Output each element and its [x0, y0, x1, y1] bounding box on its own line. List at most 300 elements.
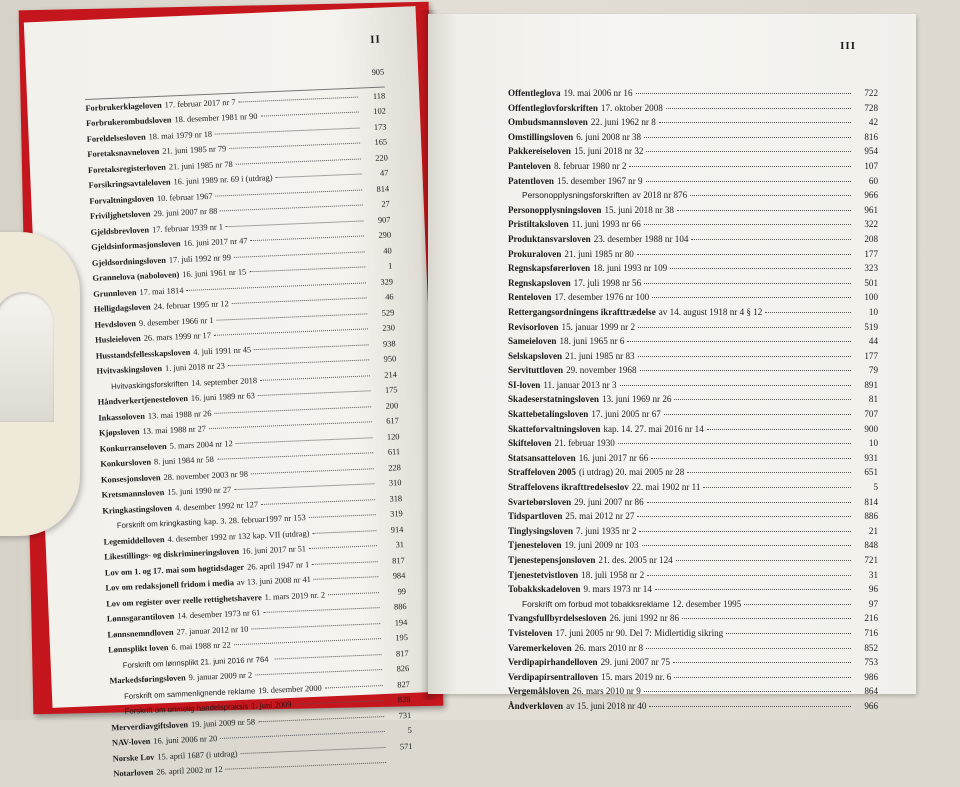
toc-entry-page: 731	[398, 710, 412, 720]
dot-leader	[226, 220, 363, 227]
toc-entry-page: 1	[387, 261, 393, 271]
toc-entry-date: 11. juni 1993 nr 66	[571, 219, 641, 230]
toc-entry-page: 529	[381, 307, 395, 318]
toc-entry-title: Tidspartloven	[508, 511, 563, 522]
toc-entry-date: 16. juni 1961 nr 15	[182, 267, 247, 280]
toc-entry-page: 47	[379, 168, 389, 178]
toc-entry-date: 21. februar 1930	[554, 438, 615, 449]
toc-entry-date: av 14. august 1918 nr 4 § 12	[658, 306, 763, 317]
toc-entry-page: 173	[373, 121, 387, 132]
toc-entry-title: Straffeloven 2005	[508, 467, 576, 478]
toc-entry-page: 216	[864, 613, 878, 624]
toc-entry-page: 175	[384, 385, 398, 395]
toc-entry-page: 177	[864, 248, 878, 259]
toc-entry	[508, 117, 878, 132]
toc-entry-date: 13. juni 1969 nr 26	[601, 394, 672, 405]
toc-entry-page: 194	[394, 617, 408, 627]
toc-entry-title: Foreldelsesloven	[86, 132, 146, 144]
toc-entry-page: 728	[864, 102, 878, 113]
dot-leader	[676, 560, 851, 561]
dot-leader	[216, 313, 367, 320]
toc-entry-title: Skifteloven	[508, 438, 552, 449]
toc-entry-date: av 15. juni 2018 nr 40	[566, 700, 647, 711]
toc-entry	[508, 686, 878, 701]
toc-entry-date: kap. 14. 27. mai 2016 nr 14	[603, 423, 704, 434]
toc-entry-page: 814	[376, 183, 390, 194]
toc-entry	[508, 482, 878, 497]
toc-entry	[508, 409, 878, 424]
toc-entry-date: 15. juni 2018 nr 32	[573, 146, 644, 157]
toc-entry-title: Renteloven	[508, 292, 552, 303]
toc-entry-date: 4. desember 1992 nr 132 kap. VII (utdrag)	[167, 528, 310, 544]
toc-entry-page: 886	[393, 601, 407, 612]
toc-entry-title: Prokuraloven	[508, 248, 562, 259]
toc-entry-page: 938	[382, 338, 396, 349]
toc-entry-page: 864	[864, 686, 878, 697]
dot-leader	[618, 443, 851, 444]
toc-entry-title: Rettergangsordningens ikrafttrædelse	[508, 306, 656, 317]
toc-entry-page: 102	[373, 106, 387, 116]
toc-entry-page: 966	[864, 190, 878, 201]
dot-leader	[640, 370, 851, 371]
toc-entry-title: Forvaltningsloven	[89, 193, 155, 206]
toc-entry-title: Forskrift om lønnsplikt 21. juni 2016 nr 764	[122, 654, 269, 670]
toc-entry-title: Merverdiavgiftsloven	[111, 719, 189, 732]
dot-leader	[214, 406, 371, 414]
toc-entry-date: 16. juni 2017 nr 66	[578, 452, 649, 463]
toc-entry-page: 214	[384, 369, 398, 380]
toc-entry-title: Norske Lov	[112, 752, 155, 763]
toc-entry-date: 14. september 2018	[191, 375, 258, 388]
toc-entry-page: 322	[864, 219, 878, 230]
toc-entry-date: 19. juni 2009 nr 58	[190, 716, 256, 729]
toc-entry-page: 42	[868, 117, 878, 128]
toc-entry-title: Forskrift om forbud mot tobakksreklame	[522, 598, 670, 609]
dot-leader	[703, 487, 851, 488]
toc-entry	[508, 672, 878, 687]
toc-entry-date: 13. mai 1988 nr 27	[142, 424, 207, 436]
dot-leader	[765, 312, 851, 313]
dot-leader	[234, 483, 374, 490]
toc-entry-date: 4. desember 1992 nr 127	[174, 499, 259, 513]
dot-leader	[673, 662, 851, 663]
dot-leader	[260, 375, 370, 381]
toc-entry-date: 29. november 1968	[566, 365, 637, 376]
dot-leader	[328, 592, 379, 595]
dot-leader	[229, 143, 360, 149]
toc-entry-title: Omstillingsloven	[508, 131, 574, 142]
toc-entry-page: 722	[864, 88, 878, 98]
toc-entry-title: Svartebørsloven	[508, 496, 572, 507]
toc-entry-date: 17. juni 2005 nr 90. Del 7: Midlertidig sikring	[555, 627, 724, 638]
toc-entry-title: Helligdagsloven	[93, 302, 151, 314]
toc-entry-title: Verdipapirsentralloven	[508, 671, 599, 682]
toc-entry-title: Forskrift om kringkasting	[116, 517, 202, 531]
toc-entry	[508, 628, 878, 643]
toc-entry-date: 16. juni 2017 nr 51	[241, 544, 307, 556]
toc-entry-title: Husleieloven	[94, 333, 141, 345]
toc-entry-title: Gjeldsinformasjonsloven	[91, 239, 181, 252]
toc-entry-page: 46	[385, 292, 394, 302]
toc-entry-date: kap. 3. 28. februar1997 nr 153	[203, 513, 306, 527]
toc-entry-date: 28. november 2003 nr 98	[163, 469, 249, 482]
dot-leader	[638, 327, 851, 328]
toc-entry	[508, 380, 878, 395]
toc-entry-page: 96	[868, 584, 878, 595]
toc-entry-title: Skadeserstatningsloven	[508, 394, 599, 405]
toc-entry-page: 10	[868, 438, 878, 449]
toc-entry-title: Vergemålsloven	[508, 686, 570, 697]
toc-entry-date: 24. februar 1995 nr 12	[153, 299, 229, 312]
toc-entry-date: 9. januar 2009 nr 2	[188, 670, 253, 683]
paper-bookmark	[0, 232, 80, 536]
toc-entry-date: 18. juli 1958 nr 2	[581, 569, 645, 580]
dot-leader	[636, 93, 852, 94]
toc-entry-title: Lov om redaksjonell fridom i media	[105, 578, 235, 593]
dot-leader	[314, 576, 379, 580]
toc-top-number: 905	[371, 67, 385, 77]
toc-entry	[508, 511, 878, 526]
toc-entry-page: 5	[873, 482, 878, 493]
dot-leader	[629, 166, 851, 167]
toc-entry-title: Statsansatteloven	[508, 452, 576, 463]
toc-entry-date: 15. mars 2019 nr. 6	[601, 671, 672, 682]
toc-entry-page: 651	[864, 467, 878, 478]
toc-entry-date: 22. juni 1962 nr 8	[590, 117, 656, 128]
dot-leader	[647, 502, 851, 503]
toc-entry-date: 10. februar 1967	[156, 191, 213, 203]
toc-entry-title: Hvitvaskingsforskriften	[110, 378, 189, 391]
toc-entry-date: 18. juni 1993 nr 109	[593, 263, 668, 274]
toc-entry-page: 27	[381, 199, 390, 209]
dot-leader	[217, 452, 373, 460]
toc-entry	[508, 205, 878, 220]
toc-entry-page: 81	[868, 394, 878, 405]
dot-leader	[651, 458, 851, 459]
toc-entry-date: 19. juni 2009 nr 103	[564, 540, 639, 551]
dot-leader	[250, 235, 364, 241]
toc-entry-date: 1. juni 2009	[250, 699, 292, 711]
toc-entry-title: SI-loven	[508, 379, 541, 390]
toc-entry-title: Personopplysningsforskriften	[522, 190, 630, 201]
toc-entry-date: 18. desember 1981 nr 90	[174, 111, 258, 125]
dot-leader	[620, 385, 852, 386]
toc-entry-date: 18. juni 1965 nr 6	[559, 336, 625, 347]
toc-entry-date: 17. juni 2005 nr 67	[591, 409, 661, 420]
toc-entry-date: 17. desember 1976 nr 100	[554, 292, 650, 303]
toc-entry-page: 954	[864, 146, 878, 157]
toc-entry-date: 21. des. 2005 nr 124	[598, 555, 673, 565]
toc-entry-title: Pakkereiseloven	[508, 146, 571, 157]
toc-entry-date: 26. april 1947 nr 1	[246, 559, 310, 572]
toc-entry-title: Tvisteloven	[508, 627, 553, 638]
toc-entry-page: 950	[383, 354, 397, 364]
dot-leader	[652, 297, 851, 298]
toc-entry-date: 19. mai 2006 nr 16	[563, 88, 633, 98]
toc-entry-title: Forbrukerombudsloven	[85, 115, 172, 128]
toc-entry-title: Konkurranseloven	[99, 441, 167, 454]
toc-entry-date: 26. mars 2010 nr 8	[574, 642, 644, 653]
toc-entry-date: 21. juni 1985 nr 78	[168, 159, 233, 172]
toc-entry-page	[389, 764, 413, 765]
toc-entry-page: 891	[864, 379, 878, 390]
dot-leader	[726, 633, 851, 634]
toc-entry	[508, 249, 878, 264]
toc-entry-date: 17. juli 1992 nr 99	[168, 252, 232, 265]
toc-entry	[508, 351, 878, 366]
toc-entry-page: 966	[864, 700, 878, 711]
toc-entry	[508, 88, 878, 103]
toc-entry-page: 826	[396, 663, 410, 674]
toc-entry-date: 29. juni 2007 nr 86	[574, 496, 644, 507]
toc-entry	[508, 234, 878, 249]
toc-entry-title: Friviljghetsloven	[89, 209, 151, 221]
toc-entry	[508, 322, 878, 337]
dot-leader	[251, 468, 374, 474]
dot-leader	[674, 677, 851, 678]
toc-entry	[508, 424, 878, 439]
toc-entry-title: Kjøpsloven	[98, 427, 140, 438]
toc-entry-page: 914	[390, 524, 404, 535]
toc-entry-page: 852	[864, 642, 878, 653]
toc-entry-page: 318	[389, 493, 403, 504]
dot-leader	[309, 545, 377, 549]
toc-entry-title: Kretsmannsloven	[101, 488, 165, 500]
toc-entry-page: 220	[375, 152, 388, 163]
toc-entry-page: 5	[407, 725, 412, 736]
dot-leader	[261, 499, 375, 505]
dot-leader	[249, 266, 365, 272]
dot-leader	[691, 239, 851, 240]
toc-entry-title: Regnskapsloven	[508, 277, 571, 288]
toc-entry-title: NAV-loven	[111, 736, 151, 748]
toc-entry	[508, 394, 878, 409]
toc-entry-date: 21. juni 1985 nr 83	[565, 350, 635, 361]
right-page-number: III	[840, 40, 856, 52]
toc-entry-page: 310	[388, 478, 402, 488]
toc-entry-date: 17. februar 2017 nr 7	[164, 97, 236, 110]
dot-leader	[638, 356, 851, 357]
dot-leader	[646, 181, 851, 182]
dot-leader	[236, 437, 373, 444]
dot-leader	[637, 254, 851, 255]
toc-entry-date: 16. juni 2017 nr 47	[183, 236, 248, 249]
toc-entry	[508, 453, 878, 468]
toc-entry	[508, 599, 878, 614]
toc-entry-date: 13. mai 1988 nr 26	[147, 408, 212, 421]
toc-entry-date: 22. mai 1902 nr 11	[631, 482, 701, 493]
toc-entry-title: Inkassoloven	[98, 411, 146, 423]
toc-entry-date: 26. april 2002 nr 12	[156, 764, 223, 777]
toc-entry	[508, 278, 878, 293]
bookmark-cutout	[0, 292, 54, 422]
toc-entry	[508, 701, 878, 716]
dot-leader	[236, 158, 361, 164]
toc-entry-page: 228	[388, 462, 401, 473]
dot-leader	[642, 545, 851, 546]
toc-entry-date: 18. mai 1979 nr 18	[148, 129, 213, 141]
dot-leader	[637, 516, 851, 517]
toc-entry-date: 9. desember 1966 nr 1	[138, 315, 214, 328]
toc-entry-title: Likestillings- og diskrimineringsloven	[104, 546, 240, 562]
dot-leader	[644, 691, 851, 692]
toc-entry-page: 816	[864, 131, 878, 142]
toc-entry	[508, 570, 878, 585]
left-page-number: II	[370, 33, 382, 47]
toc-entry	[508, 307, 878, 322]
toc-entry-date: 14. desember 1973 nr 61	[177, 608, 261, 621]
toc-entry-title: Offentleglova	[508, 88, 561, 98]
toc-entry-date: 8. februar 1980 nr 2	[553, 160, 627, 171]
toc-entry	[508, 584, 878, 599]
toc-entry-title: Lov om register over reelle rettighetshavere	[106, 592, 262, 609]
toc-entry-page: 177	[864, 350, 878, 361]
toc-entry-title: Notarloven	[113, 767, 154, 779]
dot-leader	[655, 589, 851, 590]
toc-entry-title: Lov om 1. og 17. mai som høgtidsdager	[104, 562, 245, 578]
toc-entry	[508, 526, 878, 541]
toc-entry-title: Markedsføringsloven	[109, 673, 186, 686]
toc-entry-page: 44	[868, 336, 878, 347]
right-toc-entries	[508, 88, 878, 716]
toc-entry	[508, 467, 878, 482]
dot-leader	[275, 174, 361, 179]
toc-entry	[508, 146, 878, 161]
dot-leader	[644, 283, 851, 284]
toc-entry-page: 79	[868, 365, 878, 376]
toc-entry-page: 208	[864, 233, 878, 244]
toc-entry-title: Skattebetalingsloven	[508, 409, 589, 420]
toc-entry-page: 611	[387, 447, 401, 457]
toc-entry-date: 15. januar 1999 nr 2	[561, 321, 636, 332]
toc-entry-page: 571	[399, 741, 413, 751]
dot-leader	[644, 137, 851, 138]
toc-entry-title: Skatteforvaltningsloven	[508, 423, 601, 434]
toc-entry-date: 29. juni 2007 nr 75	[600, 657, 671, 668]
toc-entry-title: Foretaksregisterloven	[87, 162, 167, 175]
toc-entry-page: 900	[864, 423, 878, 434]
dot-leader	[670, 268, 851, 269]
toc-entry-date: 5. mars 2004 nr 12	[169, 438, 233, 451]
toc-entry-page: 40	[383, 245, 392, 256]
toc-entry-page: 10	[868, 306, 878, 317]
toc-entry-date: 17. oktober 2008	[600, 102, 663, 113]
toc-entry-page: 501	[864, 277, 878, 288]
toc-entry	[508, 336, 878, 351]
toc-entry-title: Verdipapirhandelloven	[508, 657, 598, 668]
toc-entry	[508, 263, 878, 278]
toc-entry-title: Revisorloven	[508, 321, 559, 332]
toc-entry-title: Foretaksnavneloven	[87, 146, 160, 159]
toc-entry-date: 15. desember 1967 nr 9	[556, 175, 643, 186]
toc-entry-page: 97	[868, 598, 878, 609]
dot-leader	[639, 531, 851, 532]
toc-entry-date: 29. juni 2007 nr 88	[153, 206, 218, 219]
toc-entry-title: Konsesjonsloven	[100, 472, 161, 485]
toc-entry	[508, 613, 878, 628]
toc-entry-page: 707	[864, 409, 878, 420]
dot-leader	[215, 127, 359, 134]
toc-entry-page: 986	[864, 671, 878, 682]
toc-entry-title: Kringkastingsloven	[102, 503, 173, 516]
dot-leader	[240, 746, 385, 753]
toc-entry-date: 4. juli 1991 nr 45	[193, 344, 252, 357]
toc-entry-title: Hevdsloven	[94, 318, 137, 330]
toc-entry	[508, 132, 878, 147]
dot-leader	[707, 429, 851, 430]
dot-leader	[649, 706, 851, 707]
toc-entry-date: 7. juni 1935 nr 2	[576, 525, 637, 536]
toc-entry-page: 827	[397, 679, 411, 689]
toc-entry-title: Håndverkertjenesteloven	[97, 393, 189, 407]
toc-entry-date: 26. mars 1999 nr 17	[143, 330, 212, 343]
toc-entry	[508, 540, 878, 555]
dot-leader	[666, 108, 851, 109]
toc-entry-date: 1. mars 2019 nr. 2	[264, 589, 326, 602]
toc-entry-page: 721	[864, 555, 878, 565]
toc-entry-date: 12. desember 1995	[672, 598, 742, 609]
toc-entry-page: 60	[868, 175, 878, 186]
toc-entry-date: 26. mars 2010 nr 9	[572, 686, 641, 697]
toc-entry-page: 200	[385, 400, 399, 411]
toc-entry-page: 828	[397, 694, 411, 705]
right-page	[428, 14, 916, 711]
dot-leader	[674, 399, 851, 400]
toc-entry-date: 8. juni 1984 nr 58	[153, 454, 214, 467]
dot-leader	[209, 421, 372, 429]
dot-leader	[255, 669, 382, 675]
toc-entry-page: 290	[378, 230, 392, 240]
toc-entry-title: Panteloven	[508, 160, 551, 171]
dot-leader	[258, 716, 384, 722]
dot-leader	[646, 151, 851, 152]
left-toc	[84, 67, 413, 784]
toc-entry-page: 31	[395, 540, 405, 550]
toc-entry-page: 319	[389, 509, 403, 519]
toc-entry-title: Forbrukerklageloven	[85, 100, 162, 113]
toc-entry	[508, 438, 878, 453]
dot-leader	[220, 731, 385, 739]
toc-entry-title: Regnskapsførerloven	[508, 263, 591, 274]
dot-leader	[258, 390, 371, 396]
left-toc-entries	[85, 91, 413, 785]
toc-entry-title: Tjenestepensjonsloven	[508, 555, 596, 565]
toc-entry-page: 848	[864, 540, 878, 551]
toc-entry-date: 21. juni 1985 nr 79	[162, 144, 227, 156]
dot-leader	[215, 189, 362, 196]
toc-entry-title: Gjeldsbrevloven	[90, 224, 150, 237]
toc-entry-date: 15. juni 1990 nr 27	[167, 485, 232, 497]
toc-entry-page: 31	[868, 569, 878, 580]
toc-entry-page: 120	[386, 431, 400, 442]
toc-entry-date: 17. mai 1814	[139, 285, 184, 297]
toc-entry-title: Tobakkskadeloven	[508, 584, 581, 595]
dot-leader	[234, 638, 381, 645]
toc-entry-title: Hvitvaskingsloven	[96, 364, 163, 376]
dot-leader	[644, 224, 851, 225]
toc-entry-date: 21. juni 1985 nr 80	[564, 248, 634, 259]
dot-leader	[275, 654, 382, 659]
toc-entry-page: 617	[386, 416, 399, 426]
toc-entry-page: 519	[864, 321, 878, 332]
dot-leader	[226, 762, 387, 770]
toc-entry-title: Varemerkeloven	[508, 642, 572, 653]
toc-entry-title: Lønnsgarantiloven	[106, 611, 175, 624]
toc-entry-page: 165	[374, 137, 388, 147]
toc-entry-title: Husstandsfellesskapsloven	[95, 347, 191, 361]
toc-entry-page: 21	[868, 525, 878, 536]
toc-entry-date: 6. juni 2008 nr 38	[576, 131, 642, 142]
